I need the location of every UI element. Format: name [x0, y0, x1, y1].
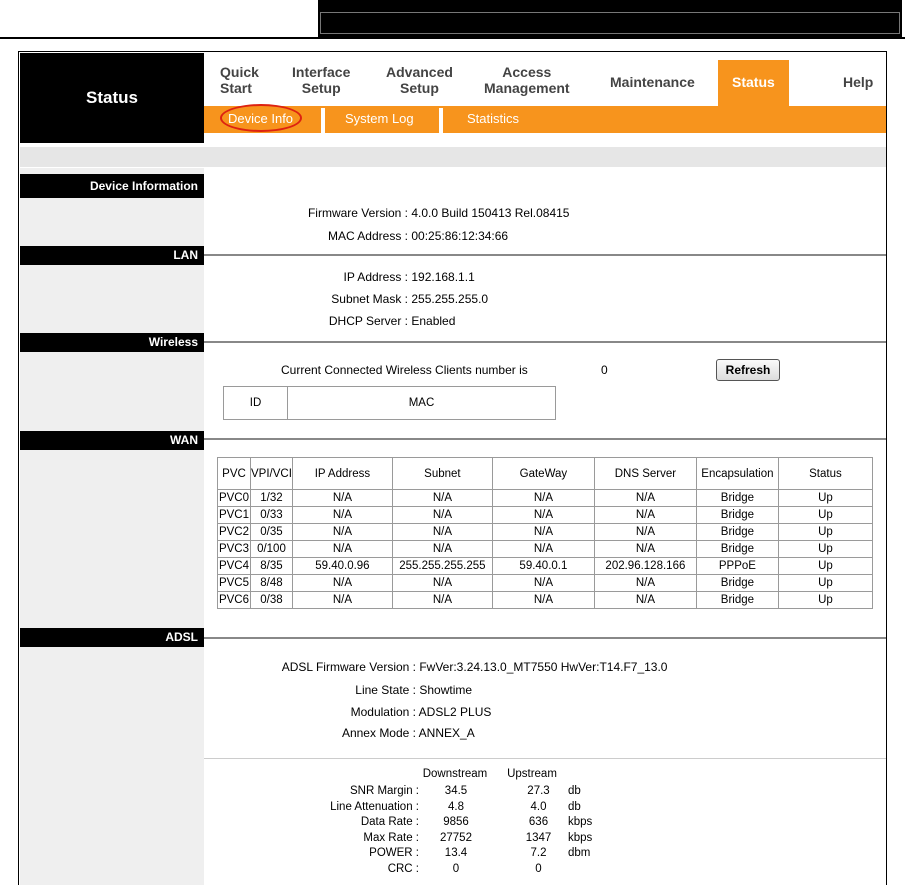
table-row [218, 592, 873, 609]
table-cell: N/A [492, 524, 594, 541]
nav-quick-start[interactable] [220, 64, 259, 96]
downstream-header: Downstream [422, 768, 488, 780]
modulation-value: ADSL2 PLUS [418, 705, 492, 719]
firmware-version-value: 4.0.0 Build 150413 Rel.08415 [411, 206, 570, 220]
table-cell: Up [778, 592, 872, 609]
stat-upstream: 7.2 [530, 847, 547, 860]
table-cell: Up [778, 558, 872, 575]
refresh-button[interactable]: Refresh [716, 359, 780, 381]
table-cell: N/A [292, 592, 392, 609]
stat-label: Line Attenuation : [330, 800, 419, 813]
sub-nav [204, 106, 887, 133]
table-row [218, 490, 873, 507]
col-id: ID [224, 387, 288, 420]
lan-ip-label: IP Address : [343, 270, 408, 284]
nav-status[interactable] [718, 60, 789, 106]
table-cell: N/A [392, 575, 492, 592]
table-cell: N/A [594, 575, 696, 592]
col-dns-server: DNS Server [594, 458, 696, 490]
table-row [218, 575, 873, 592]
table-cell: 59.40.0.1 [492, 558, 594, 575]
table-cell: 0/33 [251, 507, 293, 524]
adsl-firmware-row [204, 660, 667, 674]
stat-upstream: 1347 [525, 831, 552, 844]
nav-label: Quick [220, 64, 259, 80]
table-cell: 255.255.255.255 [392, 558, 492, 575]
col-mac: MAC [288, 387, 556, 420]
stat-downstream: 4.8 [448, 800, 464, 813]
table-cell: N/A [292, 541, 392, 558]
dhcp-server-row [204, 314, 455, 328]
stats-divider [204, 758, 887, 759]
nav-interface-setup[interactable] [292, 64, 350, 96]
table-cell: N/A [594, 490, 696, 507]
col-status: Status [778, 458, 872, 490]
table-cell: N/A [594, 592, 696, 609]
nav-label: Access [502, 64, 552, 80]
subnav-device-info[interactable]: Device Info [228, 111, 294, 126]
table-cell: N/A [594, 507, 696, 524]
dhcp-server-label: DHCP Server : [328, 314, 408, 328]
table-cell: N/A [292, 575, 392, 592]
stat-upstream: 636 [528, 816, 549, 829]
section-divider [204, 438, 887, 440]
firmware-version-row [204, 206, 569, 220]
table-cell: 8/35 [251, 558, 293, 575]
main-frame [18, 51, 887, 885]
stat-downstream: 27752 [440, 831, 472, 844]
section-divider [204, 254, 887, 256]
subnet-mask-label: Subnet Mask : [331, 292, 408, 306]
mac-address-label: MAC Address : [327, 229, 408, 243]
table-cell: Up [778, 524, 872, 541]
page-title: Status [20, 53, 204, 143]
wireless-clients-table [223, 386, 556, 420]
wan-table-body [218, 490, 873, 609]
table-cell: Up [778, 575, 872, 592]
nav-label: Help [843, 74, 874, 90]
table-cell: N/A [392, 541, 492, 558]
table-cell: Bridge [696, 490, 778, 507]
table-cell: N/A [492, 541, 594, 558]
table-cell: N/A [392, 524, 492, 541]
stat-downstream: 34.5 [444, 785, 468, 797]
section-device-information: Device Information [20, 174, 204, 198]
table-row [218, 507, 873, 524]
table-cell: 8/48 [251, 575, 293, 592]
table-cell: N/A [292, 524, 392, 541]
nav-label: Start [220, 80, 252, 96]
section-wireless: Wireless [20, 333, 204, 352]
highlight-circle [220, 104, 302, 132]
table-cell: N/A [594, 541, 696, 558]
table-row [218, 524, 873, 541]
gray-band [20, 147, 887, 167]
annex-mode-value: ANNEX_A [418, 726, 475, 740]
table-row [218, 541, 873, 558]
stat-downstream: 9856 [443, 816, 469, 829]
nav-label: Management [484, 80, 570, 96]
table-cell: PVC5 [218, 575, 251, 592]
col-subnet: Subnet [392, 458, 492, 490]
line-state-row [204, 683, 472, 697]
table-cell: PVC1 [218, 507, 251, 524]
table-row [218, 558, 873, 575]
firmware-version-label: Firmware Version : [307, 206, 408, 220]
stat-unit: kbps [568, 816, 593, 829]
line-state-label: Line State : [355, 683, 416, 697]
subnet-mask-value: 255.255.255.0 [411, 292, 489, 306]
stat-downstream: 0 [452, 863, 460, 875]
table-cell: 0/38 [251, 592, 293, 609]
col-gateway: GateWay [492, 458, 594, 490]
table-cell: PVC3 [218, 541, 251, 558]
table-cell: N/A [292, 490, 392, 507]
nav-access-management[interactable] [484, 64, 570, 96]
table-cell: Bridge [696, 575, 778, 592]
table-cell: Bridge [696, 592, 778, 609]
wireless-clients-label: Current Connected Wireless Clients number is [281, 363, 528, 377]
table-cell: PVC4 [218, 558, 251, 575]
stat-unit: kbps [568, 831, 593, 844]
subnav-separator [321, 108, 325, 133]
section-adsl: ADSL [20, 628, 204, 647]
table-cell: N/A [292, 507, 392, 524]
nav-label: Maintenance [610, 74, 695, 90]
nav-label: Setup [400, 80, 439, 96]
adsl-stats [204, 764, 887, 885]
table-cell: N/A [492, 592, 594, 609]
stat-label: SNR Margin : [349, 785, 419, 797]
col-encapsulation: Encapsulation [696, 458, 778, 490]
table-cell: N/A [492, 490, 594, 507]
adsl-firmware-value: FwVer:3.24.13.0_MT7550 HwVer:T14.F7_13.0 [419, 660, 668, 674]
section-wan: WAN [20, 431, 204, 450]
table-cell: N/A [392, 507, 492, 524]
table-header-row [224, 387, 556, 420]
stat-unit: db [568, 785, 581, 797]
nav-help[interactable] [843, 74, 873, 90]
nav-label: Status [732, 74, 775, 90]
stat-downstream: 13.4 [444, 847, 468, 860]
table-cell: 59.40.0.96 [292, 558, 392, 575]
mac-address-value: 00:25:86:12:34:66 [411, 229, 509, 243]
adsl-firmware-label: ADSL Firmware Version : [281, 660, 416, 674]
table-cell: Up [778, 507, 872, 524]
lan-ip-value: 192.168.1.1 [411, 270, 475, 284]
table-cell: PVC2 [218, 524, 251, 541]
table-cell: 1/32 [251, 490, 293, 507]
nav-label: Advanced [386, 64, 453, 80]
dhcp-server-value: Enabled [411, 314, 456, 328]
stat-unit: db [568, 800, 581, 813]
nav-label: Setup [301, 80, 341, 96]
table-cell: 0/100 [251, 541, 293, 558]
col-pvc: PVC [218, 458, 251, 490]
subnav-system-log[interactable]: System Log [345, 111, 414, 126]
stat-label: POWER : [369, 847, 419, 860]
table-cell: PPPoE [696, 558, 778, 575]
nav-label: Interface [292, 64, 351, 80]
stat-upstream: 0 [535, 863, 542, 875]
stat-upstream: 4.0 [530, 800, 547, 813]
subnet-mask-row [204, 292, 488, 306]
top-nav [204, 52, 887, 106]
nav-maintenance[interactable] [610, 74, 695, 90]
table-cell: Bridge [696, 507, 778, 524]
subnav-statistics[interactable]: Statistics [467, 111, 520, 126]
table-cell: Bridge [696, 541, 778, 558]
section-divider [204, 637, 887, 639]
section-divider [204, 341, 887, 343]
stat-unit: dbm [568, 847, 591, 860]
table-cell: Bridge [696, 524, 778, 541]
modulation-label: Modulation : [350, 705, 416, 719]
stat-upstream: 27.3 [527, 785, 550, 797]
table-cell: N/A [392, 592, 492, 609]
lan-ip-row [204, 270, 475, 284]
left-column [20, 168, 204, 885]
wan-table [217, 457, 873, 609]
col-ip-address: IP Address [292, 458, 392, 490]
table-cell: PVC0 [218, 490, 251, 507]
nav-advanced-setup[interactable] [386, 64, 453, 96]
top-divider [0, 37, 905, 39]
upstream-header: Upstream [507, 768, 557, 780]
line-state-value: Showtime [419, 683, 473, 697]
table-cell: 0/35 [251, 524, 293, 541]
stat-label: Max Rate : [363, 831, 419, 844]
stat-label: Data Rate : [360, 816, 419, 829]
table-cell: 202.96.128.166 [594, 558, 696, 575]
stat-label: CRC : [387, 863, 419, 875]
table-cell: PVC6 [218, 592, 251, 609]
wireless-clients-count: 0 [601, 363, 608, 377]
annex-mode-row [204, 726, 475, 740]
mac-address-row [204, 229, 508, 243]
table-cell: N/A [594, 524, 696, 541]
table-cell: Up [778, 490, 872, 507]
top-banner-inner [320, 12, 900, 34]
modulation-row [204, 705, 491, 719]
section-lan: LAN [20, 246, 204, 265]
subnav-separator [439, 108, 443, 133]
col-vpi-vci: VPI/VCI [251, 458, 293, 490]
table-header-row [218, 458, 873, 490]
table-cell: N/A [492, 507, 594, 524]
table-cell: Up [778, 541, 872, 558]
annex-mode-label: Annex Mode : [341, 726, 416, 740]
table-cell: N/A [392, 490, 492, 507]
table-cell: N/A [492, 575, 594, 592]
